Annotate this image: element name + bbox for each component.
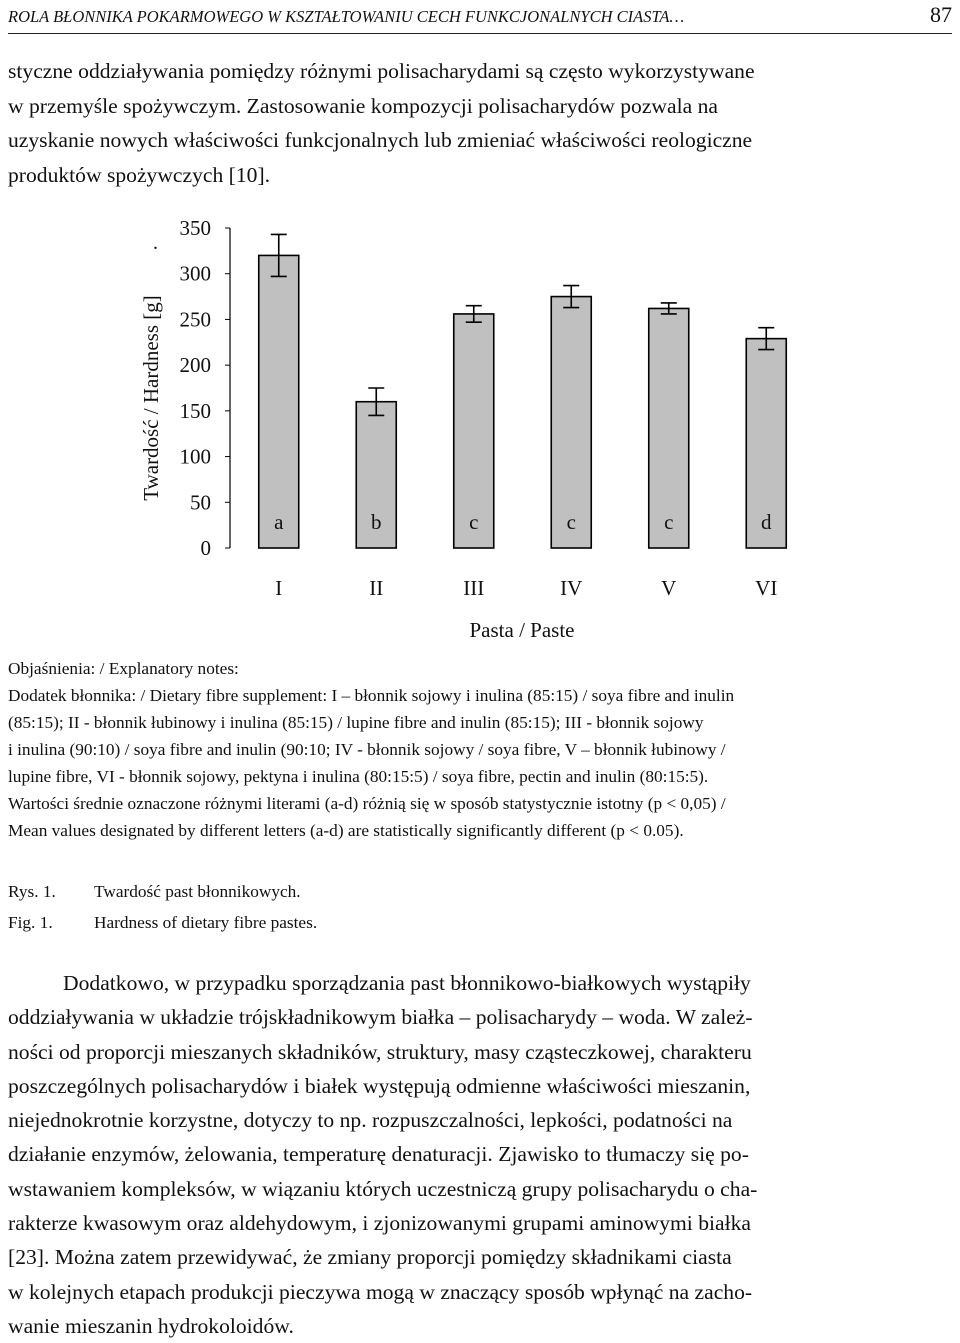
text-line: niejednokrotnie korzystne, dotyczy to np. rozpuszczalności, lepkości, podatności na xyxy=(8,1108,733,1133)
x-tick-label: I xyxy=(275,576,283,600)
text-line: w kolejnych etapach produkcji pieczywa mogą w znaczący sposób wpłynąć na zacho- xyxy=(8,1279,753,1304)
text-line: poszczególnych polisacharydów i białek występują odmienne właściwości mieszanin, xyxy=(8,1073,751,1098)
text-line: produktów spożywczych [10]. xyxy=(8,162,271,187)
notes-line: Wartości średnie oznaczone różnymi literami (a-d) różnią się w sposób statystycznie istotny (p < 0,05) / xyxy=(8,794,726,813)
group-letter-label: c xyxy=(566,510,576,534)
notes-line: Mean values designated by different letters (a-d) are statistically significantly different (p < 0.05). xyxy=(8,821,684,840)
text-line: w przemyśle spożywczym. Zastosowanie kompozycji polisacharydów pozwala na xyxy=(8,93,718,118)
text-line: ności od proporcji mieszanych składników, struktury, masy cząsteczkowej, charakteru xyxy=(8,1039,752,1064)
x-tick-label: II xyxy=(369,576,384,600)
body-paragraph-bottom xyxy=(8,966,952,1343)
running-title: ROLA BŁONNIKA POKARMOWEGO W KSZTAŁTOWANIU CECH FUNKCJONALNYCH CIASTA… xyxy=(8,7,685,26)
text-line: uzyskanie nowych właściwości funkcjonalnych lub zmieniać właściwości reologiczne xyxy=(8,128,753,152)
y-tick-label: 350 xyxy=(179,216,211,240)
caption-label-en: Fig. 1. xyxy=(8,913,53,932)
caption-text-en: Hardness of dietary fibre pastes. xyxy=(94,913,318,932)
x-tick-label: IV xyxy=(560,576,583,600)
page-number: 87 xyxy=(930,2,952,27)
notes-line: (85:15); II - błonnik łubinowy i inulina (85:15) / lupine fibre and inulin (85:15); III - błonnik sojowy xyxy=(8,713,704,732)
notes-line: i inulina (90:10) / soya fibre and inulin (90:10; IV - błonnik sojowy / soya fibre, V – błonnik łubinowy / xyxy=(8,740,726,759)
group-letter-label: b xyxy=(371,510,382,534)
body-paragraph-top xyxy=(8,54,952,192)
text-line: Dodatkowo, w przypadku sporządzania past błonnikowo-białkowych wystąpiły xyxy=(63,971,751,995)
hardness-bar-chart xyxy=(120,205,820,645)
stray-mark: . xyxy=(153,232,158,254)
x-tick-label: V xyxy=(661,576,677,600)
notes-line: lupine fibre, VI - błonnik sojowy, pektyna i inulina (80:15:5) / soya fibre, pectin and inulin (80:15:5). xyxy=(8,767,709,786)
group-letter-label: d xyxy=(761,510,772,534)
y-tick-label: 100 xyxy=(179,444,211,469)
explanatory-notes xyxy=(8,655,954,844)
y-axis-title: Twardość / Hardness [g] xyxy=(139,295,163,501)
group-letter-label: c xyxy=(469,510,479,534)
group-letter-label: a xyxy=(274,510,284,534)
text-line: rakterze kwasowym oraz aldehydowym, i zjonizowanymi grupami aminowymi białka xyxy=(8,1211,751,1236)
y-tick-label: 300 xyxy=(179,261,211,286)
text-line: wanie mieszanin hydrokoloidów. xyxy=(8,1313,294,1338)
notes-heading: Objaśnienia: / Explanatory notes: xyxy=(8,659,239,678)
text-line: styczne oddziaływania pomiędzy różnymi polisacharydami są często wykorzystywane xyxy=(8,59,755,83)
text-line: [23]. Można zatem przewidywać, że zmiany proporcji pomiędzy składnikami ciasta xyxy=(8,1245,732,1270)
notes-line: Dodatek błonnika: / Dietary fibre supplement: I – błonnik sojowy i inulina (85:15) / soya fibre and inulin xyxy=(8,686,735,705)
caption-text-pl: Twardość past błonnikowych. xyxy=(94,882,301,901)
group-letter-label: c xyxy=(664,510,674,534)
bar xyxy=(259,255,299,548)
y-tick-label: 0 xyxy=(200,536,211,560)
text-line: działanie enzymów, żelowania, temperaturę denaturacji. Zjawisko to tłumaczy się po- xyxy=(8,1142,749,1167)
y-tick-label: 250 xyxy=(179,307,211,332)
caption-label-pl: Rys. 1. xyxy=(8,882,56,901)
y-tick-label: 200 xyxy=(179,353,211,378)
x-axis-title: Pasta / Paste xyxy=(469,618,575,642)
text-line: oddziaływania w układzie trójskładnikowym białka – polisacharydy – woda. W zależ- xyxy=(8,1005,753,1030)
x-tick-label: VI xyxy=(755,576,778,600)
y-tick-label: 150 xyxy=(179,398,211,423)
running-header xyxy=(8,0,952,34)
figure-caption xyxy=(8,876,317,938)
y-tick-label: 50 xyxy=(190,490,211,515)
x-tick-label: III xyxy=(463,576,485,600)
text-line: wstawaniem kompleksów, w wiązaniu których uczestniczą grupy polisacharydu o cha- xyxy=(8,1176,758,1201)
